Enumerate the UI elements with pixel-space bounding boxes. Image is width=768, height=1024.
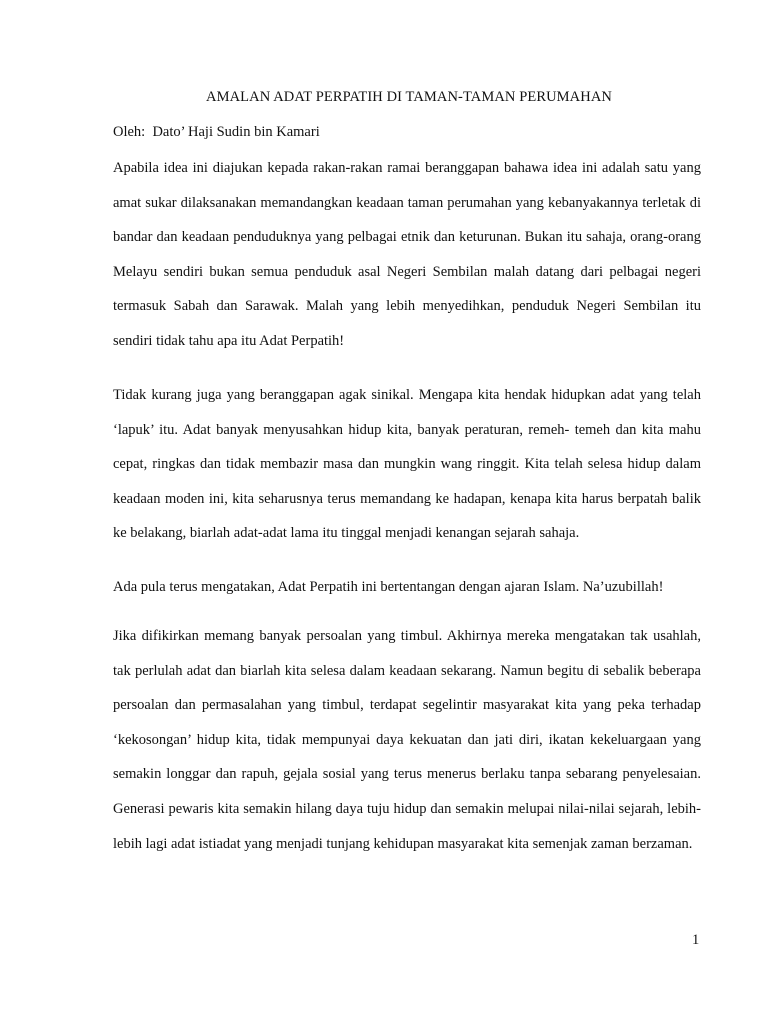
author-line: Oleh: Dato’ Haji Sudin bin Kamari bbox=[113, 124, 320, 140]
document-title: AMALAN ADAT PERPATIH DI TAMAN-TAMAN PERUMAHAN bbox=[206, 89, 612, 105]
page-number: 1 bbox=[692, 932, 700, 948]
paragraph-4: Jika difikirkan memang banyak persoalan yang timbul. Akhirnya mereka mengatakan tak usahlah, tak perlulah adat dan biarlah kita selesa dalam keadaan sekarang. Namun begitu di sebalik beberapa persoalan dan permasalahan yang timbul, terdapat segelintir masyarakat kita yang peka terhadap ‘kekosongan’ hidup kita, tidak mempunyai daya kekuatan dan jati diri, ikatan kekeluargaan yang semakin longgar dan rapuh, gejala sosial yang terus menerus berlaku tanpa sebarang penyelesaian. Generasi pewaris kita semakin hilang daya tuju hidup dan semakin melupai nilai-nilai sejarah, lebih-lebih lagi adat istiadat yang menjadi tunjang kehidupan masyarakat kita semenjak zaman berzaman. bbox=[113, 628, 701, 852]
paragraph-1: Apabila idea ini diajukan kepada rakan-rakan ramai beranggapan bahawa idea ini adalah satu yang amat sukar dilaksanakan memandangkan keadaan taman perumahan yang kebanyakannya terletak di bandar dan keadaan penduduknya yang pelbagai etnik dan keturunan. Bukan itu sahaja, orang-orang Melayu sendiri bukan semua penduduk asal Negeri Sembilan malah datang dari pelbagai negeri termasuk Sabah dan Sarawak. Malah yang lebih menyedihkan, penduduk Negeri Sembilan itu sendiri tidak tahu apa itu Adat Perpatih! bbox=[113, 160, 701, 349]
paragraph-3: Ada pula terus mengatakan, Adat Perpatih ini bertentangan dengan ajaran Islam. Na’uzubillah! bbox=[113, 579, 664, 595]
paragraph-2: Tidak kurang juga yang beranggapan agak sinikal. Mengapa kita hendak hidupkan adat yang telah ‘lapuk’ itu. Adat banyak menyusahkan hidup kita, banyak peraturan, remeh- temeh dan kita mahu cepat, ringkas dan tidak membazir masa dan mungkin wang ringgit. Kita telah selesa hidup dalam keadaan moden ini, kita seharusnya terus memandang ke hadapan, kenapa kita harus berpatah balik ke belakang, biarlah adat-adat lama itu tinggal menjadi kenangan sejarah sahaja. bbox=[113, 387, 701, 542]
